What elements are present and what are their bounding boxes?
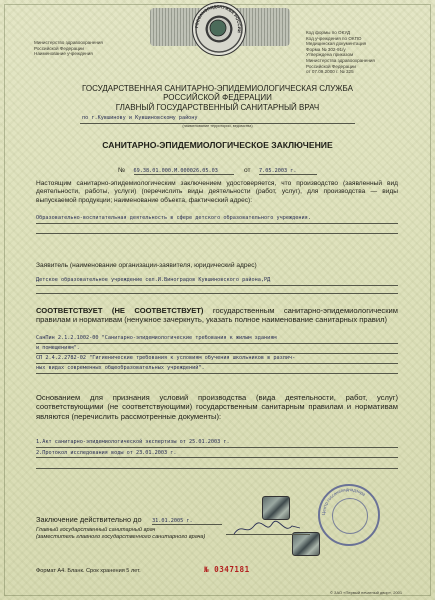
- validity-row: [36, 509, 222, 527]
- form-code-line: Медицинская документация: [306, 41, 367, 47]
- activity-field: [36, 214, 398, 234]
- publisher-note: © ЗАО «Первый печатный двор», 2001: [330, 590, 403, 595]
- applicant-value: Детское образовательное учреждение сел.И.Виноградов Кувшиновского района,РД: [36, 277, 398, 286]
- rule-line: ных видах современных общеобразовательных учреждений".: [36, 364, 398, 374]
- issue-date: 7.05.2003 г.: [259, 168, 317, 175]
- activity-value: Образовательно-воспитательная деятельность в сфере детского образовательного учреждения.: [36, 215, 311, 221]
- header: [20, 84, 415, 112]
- svg-text:Центр госсанэпиднадзора: Центр госсанэпиднадзора: [320, 486, 367, 516]
- header-line-service: ГОСУДАРСТВЕННАЯ САНИТАРНО-ЭПИДЕМИОЛОГИЧЕСКАЯ СЛУЖБА: [82, 84, 353, 93]
- date-from-label: от: [243, 167, 251, 174]
- stamp-ring-text: [318, 484, 380, 546]
- form-code-line: Утверждена приказом: [306, 52, 354, 58]
- header-line-chief-doctor: ГЛАВНЫЙ ГОСУДАРСТВЕННЫЙ САНИТАРНЫЙ ВРАЧ: [115, 102, 320, 112]
- form-code-line: Министерства здравоохранения: [306, 57, 375, 63]
- applicant-blank-line: [36, 292, 398, 294]
- form-code-line: Форма № 302-91/у: [306, 46, 346, 52]
- territory-field: [80, 115, 355, 129]
- conformity-description: государственным санитарно-эпидемиологическим правилам и нормативам (ненужное зачеркнуть, указать полное наименование санитарных правил): [36, 306, 398, 325]
- rules-list: [36, 334, 398, 374]
- validity-label: Заключение действительно до: [36, 515, 142, 524]
- form-code-line: Код учреждения по ОКПО: [306, 35, 362, 41]
- header-line-federation: РОССИЙСКОЙ ФЕДЕРАЦИИ: [163, 93, 272, 103]
- basis-documents: [36, 437, 398, 469]
- rule-line: и помещениям".: [36, 344, 398, 354]
- form-code-line: Российской Федерации: [306, 63, 356, 69]
- form-code-line: Код формы по ОКУД: [306, 30, 351, 35]
- format-note: Формат А4. Бланк. Срок хранения 5 лет.: [36, 568, 141, 574]
- validity-date: 31.01.2005 г.: [152, 518, 222, 525]
- basis-item: 2.Протокол исследования воды от 23.01.2003 г.: [36, 448, 398, 459]
- doctor-deputy-caption: (заместитель главного государственного санитарного врача): [36, 534, 206, 540]
- conformity-heading: СООТВЕТСТВУЕТ (НЕ СООТВЕТСТВУЕТ): [36, 306, 204, 315]
- emblem-ring-text: [192, 2, 244, 54]
- signature-scribble: [232, 520, 302, 538]
- number-value: 69.38.01.000.М.000026.05.03: [134, 168, 234, 175]
- number-row: [118, 159, 317, 177]
- basis-text: Основанием для признания условий производства (вида деятельности, работ, услуг) соответствующими (не соответствующими) государственным санитарным правилам и нормативам являются (перечислить рассмотренные документы):: [36, 393, 398, 421]
- ministry-line: Министерство здравоохранения: [34, 40, 103, 45]
- basis-blank-line: [36, 458, 398, 469]
- intro-text: Настоящим санитарно-эпидемиологическим заключением удостоверяется, что производство (заявленный вид деятельности, работы, услуги) (перечислить виды деятельности (работ, услуг), для производства — виды выпускаемой продукции; наименование объекта, фактический адрес):: [36, 180, 398, 204]
- rule-line: СП 2.4.2.2782-02 "Гигиенические требования к условиям обучения школьников в различ-: [36, 354, 398, 364]
- serial-number: № 0347181: [204, 565, 250, 574]
- institution-label: Наименование учреждения: [34, 51, 93, 57]
- applicant-label: Заявитель (наименование организации-заявителя, юридический адрес): [36, 262, 257, 269]
- ministry-line: Российской Федерации: [34, 45, 84, 51]
- form-code-line: от 07.09.2000 г. № 325: [306, 69, 354, 75]
- form-codes-block: [306, 30, 416, 75]
- hologram-sticker: [262, 496, 290, 520]
- document-title: САНИТАРНО-ЭПИДЕМИОЛОГИЧЕСКОЕ ЗАКЛЮЧЕНИЕ: [102, 140, 333, 150]
- rule-line: СанПин 2.1.2.1002-00 "Санитарно-эпидемиологические требования к жилым зданиям: [36, 334, 398, 344]
- ministry-block: [34, 40, 154, 57]
- svg-text:ГОССАНЭПИДСЛУЖБА РОССИИ: ГОССАНЭПИДСЛУЖБА РОССИИ: [193, 3, 243, 34]
- number-sign: №: [118, 167, 126, 174]
- doctor-block: [36, 527, 205, 541]
- territory-caption: (наименование территории, ведомства): [182, 124, 253, 128]
- basis-item: 1.Акт санитарно-эпидемиологической экспертизы от 25.01.2003 г.: [36, 437, 398, 448]
- conformity-text: [36, 306, 398, 325]
- doctor-title: Главный государственный санитарный врач: [36, 527, 156, 533]
- territory-value: по г.Кувшинову и Кувшиновскому району: [80, 115, 355, 124]
